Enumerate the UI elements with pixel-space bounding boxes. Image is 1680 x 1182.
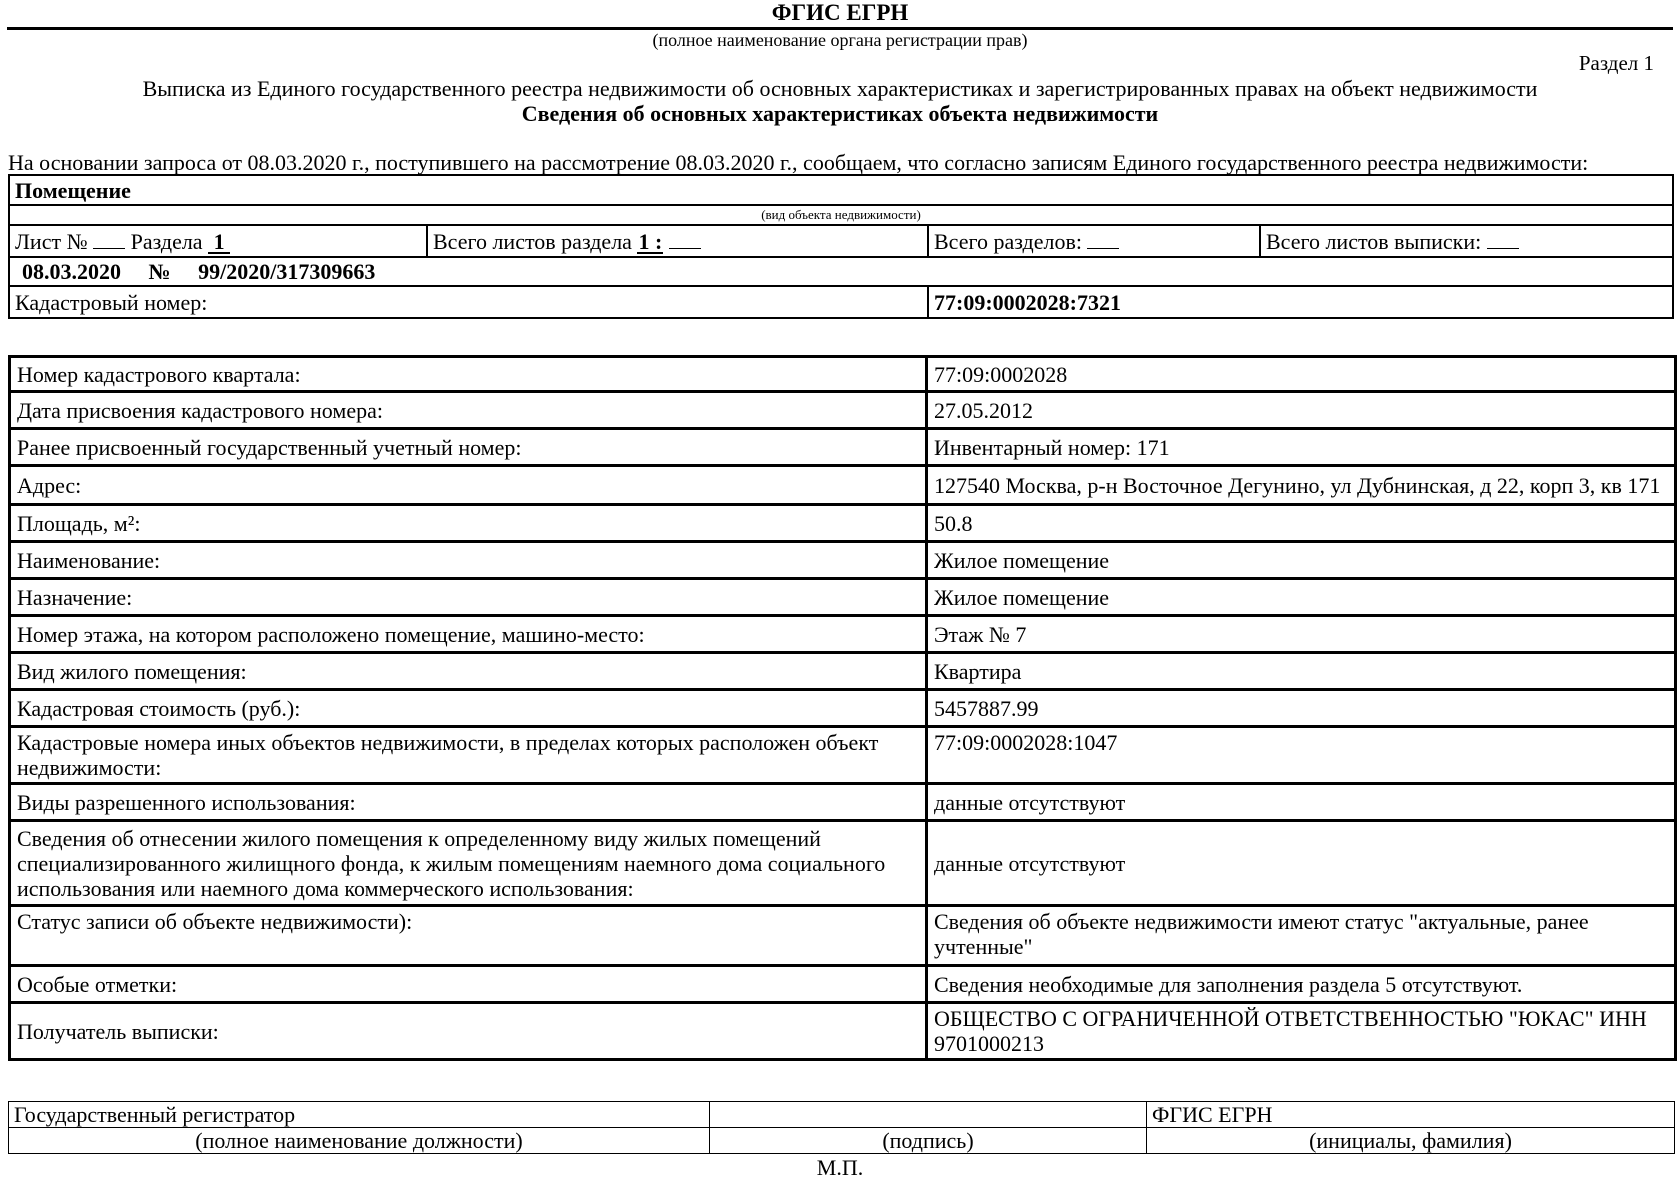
section-number: 1 — [208, 232, 230, 254]
total-sheets-label: Всего листов раздела — [433, 228, 632, 254]
object-header-table — [8, 174, 1674, 319]
request-date-number — [9, 257, 1673, 286]
info-title: Сведения об основных характеристиках объекта недвижимости — [521, 101, 1159, 126]
table-row — [10, 357, 1676, 392]
row-value: Жилое помещение — [927, 579, 1676, 616]
row-label: Статус записи об объекте недвижимости): — [10, 906, 927, 966]
row-value: Этаж № 7 — [927, 616, 1676, 653]
table-row — [10, 966, 1676, 1003]
table-row — [10, 505, 1676, 542]
row-value: ОБЩЕСТВО С ОГРАНИЧЕННОЙ ОТВЕТСТВЕННОСТЬЮ "ЮКАС" ИНН 9701000213 — [927, 1003, 1676, 1060]
table-row — [10, 392, 1676, 429]
row-value: 77:09:0002028 — [927, 357, 1676, 392]
registrar-name: ФГИС ЕГРН — [1147, 1102, 1675, 1128]
row-value: данные отсутствуют — [927, 821, 1676, 906]
row-label: Особые отметки: — [10, 966, 927, 1003]
cadastral-number-label: Кадастровый номер: — [9, 286, 928, 318]
total-extract-sheets-label: Всего листов выписки: — [1266, 228, 1482, 254]
table-row — [10, 616, 1676, 653]
row-label: Ранее присвоенный государственный учетный номер: — [10, 429, 927, 466]
extract-title: Выписка из Единого государственного реестра недвижимости об основных характеристиках и зарегистрированных правах на объект недвижимости — [142, 76, 1538, 101]
row-label: Назначение: — [10, 579, 927, 616]
row-value: 127540 Москва, р-н Восточное Дегунино, ул Дубнинская, д 22, корп 3, кв 171 — [927, 466, 1676, 505]
row-value: 5457887.99 — [927, 690, 1676, 727]
row-label: Виды разрешенного использования: — [10, 784, 927, 821]
request-number: 99/2020/317309663 — [198, 259, 376, 284]
position-caption: (полное наименование должности) — [9, 1128, 710, 1154]
object-type-caption: (вид объекта недвижимости) — [9, 205, 1673, 225]
table-row — [10, 466, 1676, 505]
signature-field — [710, 1102, 1147, 1128]
row-label: Кадастровые номера иных объектов недвижимости, в пределах которых расположен объект недвижимости: — [10, 727, 927, 784]
table-row — [10, 579, 1676, 616]
sheet-label: Лист № — [15, 228, 88, 254]
row-value: Жилое помещение — [927, 542, 1676, 579]
row-value: Инвентарный номер: 171 — [927, 429, 1676, 466]
total-sections-label: Всего разделов: — [934, 228, 1082, 254]
registry-org-caption: (полное наименование органа регистрации прав) — [652, 30, 1028, 50]
total-extract-sheets-blank — [1487, 229, 1519, 249]
of-section-label: Раздела — [130, 228, 203, 254]
signature-caption: (подпись) — [710, 1128, 1147, 1154]
registrar-position: Государственный регистратор — [9, 1102, 710, 1128]
number-sign: № — [148, 259, 171, 284]
cadastral-number-value: 77:09:0002028:7321 — [928, 286, 1673, 318]
total-sheets-cell — [427, 225, 928, 257]
row-label: Вид жилого помещения: — [10, 653, 927, 690]
table-row — [10, 542, 1676, 579]
characteristics-table — [8, 355, 1677, 1061]
row-label: Номер кадастрового квартала: — [10, 357, 927, 392]
sheet-blank — [93, 229, 125, 249]
row-value: 27.05.2012 — [927, 392, 1676, 429]
signature-table — [8, 1101, 1675, 1154]
row-value: данные отсутствуют — [927, 784, 1676, 821]
object-type: Помещение — [9, 175, 1673, 205]
total-sections-cell — [928, 225, 1260, 257]
section-label: Раздел 1 — [1578, 51, 1654, 75]
table-row — [10, 784, 1676, 821]
row-label: Получатель выписки: — [10, 1003, 927, 1060]
name-caption: (инициалы, фамилия) — [1147, 1128, 1675, 1154]
row-label: Площадь, м²: — [10, 505, 927, 542]
table-row — [10, 653, 1676, 690]
row-label: Адрес: — [10, 466, 927, 505]
row-value: Сведения необходимые для заполнения раздела 5 отсутствуют. — [927, 966, 1676, 1003]
row-label: Наименование: — [10, 542, 927, 579]
row-value: 77:09:0002028:1047 — [927, 727, 1676, 784]
request-line: На основании запроса от 08.03.2020 г., поступившего на рассмотрение 08.03.2020 г., сообщаем, что согласно записям Единого государственного реестра недвижимости: — [8, 150, 1589, 175]
total-extract-sheets-cell — [1260, 225, 1673, 257]
total-sheets-blank — [669, 229, 701, 249]
row-label: Кадастровая стоимость (руб.): — [10, 690, 927, 727]
row-label: Дата присвоения кадастрового номера: — [10, 392, 927, 429]
row-label: Номер этажа, на котором расположено помещение, машино-место: — [10, 616, 927, 653]
table-row — [10, 906, 1676, 966]
row-value: Квартира — [927, 653, 1676, 690]
row-label: Сведения об отнесении жилого помещения к определенному виду жилых помещений специализированного жилищного фонда, к жилым помещениям наемного дома социального использования или наемного дома коммерческого использования: — [10, 821, 927, 906]
table-row — [10, 429, 1676, 466]
total-sheets-value: 1 : — [638, 228, 663, 254]
request-date: 08.03.2020 — [22, 259, 121, 284]
row-value: Сведения об объекте недвижимости имеют статус "актуальные, ранее учтенные" — [927, 906, 1676, 966]
total-sections-blank — [1087, 229, 1119, 249]
registry-org-title: ФГИС ЕГРН — [771, 0, 909, 25]
sheet-number-cell — [9, 225, 427, 257]
stamp-label: М.П. — [816, 1155, 864, 1180]
table-row — [10, 821, 1676, 906]
table-row — [10, 1003, 1676, 1060]
row-value: 50.8 — [927, 505, 1676, 542]
table-row — [10, 727, 1676, 784]
table-row — [10, 690, 1676, 727]
